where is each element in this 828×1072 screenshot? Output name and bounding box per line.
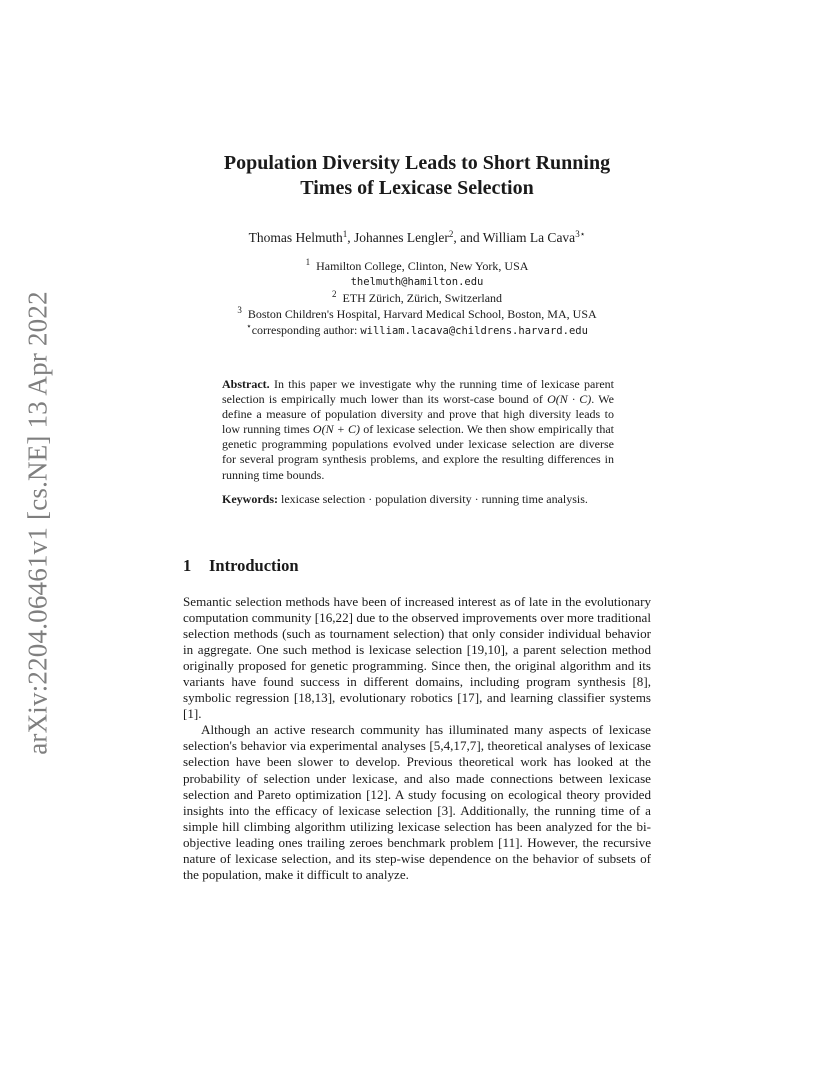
paper-title-line-1: Population Diversity Leads to Short Running <box>223 152 611 174</box>
author-separator: , and <box>453 230 483 245</box>
author-list <box>150 230 684 246</box>
abstract-label: Abstract. <box>222 377 270 391</box>
email-link[interactable]: william.lacava@childrens.harvard.edu <box>360 325 588 337</box>
affiliations <box>150 258 684 339</box>
author-separator: , <box>347 230 355 245</box>
section-title: Introduction <box>209 556 299 575</box>
keywords <box>222 492 614 507</box>
author-affiliation-mark: 1 <box>342 229 348 239</box>
body-paragraph: Semantic selection methods have been of increased interest as of late in the evolutionary computation community [16,22] due to the observed improvements over more traditional selection methods (such as tournament selection) that only consider individual behavior in aggregate. One such method is lexicase selection [19,10], a parent selection method originally proposed for genetic programming. Since then, the original algorithm and its variants have found success in different domains, including program synthesis [8], symbolic regression [18,13], evolutionary robotics [17], and learning classifier systems [1]. <box>183 594 651 722</box>
section-heading <box>183 556 299 576</box>
abstract <box>222 377 614 507</box>
affiliation-3 <box>150 306 684 322</box>
email-link[interactable]: thelmuth@hamilton.edu <box>350 276 484 288</box>
affiliation-mark: 3 <box>237 305 242 315</box>
affiliation-text: Hamilton College, Clinton, New York, USA <box>316 259 529 273</box>
affiliation-text: ETH Zürich, Zürich, Switzerland <box>342 291 503 305</box>
abstract-text: . We define a measure of population diversity and prove that high diversity leads to low running times <box>222 392 614 437</box>
corresponding-author <box>150 322 684 339</box>
math-expression: O(N + C) <box>312 422 361 437</box>
arxiv-identifier: arXiv:2204.06461v1 [cs.NE] 13 Apr 2022 <box>22 291 53 755</box>
affiliation-text: Boston Children's Hospital, Harvard Medical School, Boston, MA, USA <box>247 307 597 321</box>
math-expression: O(N · C) <box>547 392 592 407</box>
body-paragraph: Although an active research community has illuminated many aspects of lexicase selection's behavior via experimental analyses [5,4,17,7], theoretical analyses of lexicase selection have been slower to develop. Previous theoretical work has looked at the probability of selection under lexicase, and also made connections between lexicase selection and Pareto optimization [12]. A study focusing on ecological theory provided insights into the efficacy of lexicase selection [3]. Additionally, the running time of a simple hill climbing algorithm utilizing lexicase selection has been analyzed for the bi-objective leading ones trailing zeroes benchmark problem [11]. However, the recursive nature of lexicase selection, and its step-wise dependence on the behavior of subsets of the population, make it difficult to analyze. <box>183 722 651 882</box>
author-name: William La Cava <box>482 230 576 245</box>
author-affiliation-mark: 2 <box>448 229 454 239</box>
abstract-text: of lexicase selection. We then show empirically that genetic programming populations evolved under lexicase selection are diverse for several program synthesis problems, and explore the resulting differences in running time bounds. <box>222 422 614 482</box>
corresponding-mark: ⋆ <box>246 321 252 331</box>
author-name: Johannes Lengler <box>354 230 449 245</box>
paper-title <box>150 151 684 201</box>
abstract-paragraph <box>222 377 614 483</box>
affiliation-mark: 1 <box>305 257 311 267</box>
affiliation-1 <box>150 258 684 274</box>
section-number: 1 <box>183 556 192 575</box>
author-affiliation-mark: 3⋆ <box>575 229 586 239</box>
corresponding-label: corresponding author: <box>251 323 361 337</box>
affiliation-mark: 2 <box>331 289 337 299</box>
keywords-text: lexicase selection · population diversity · running time analysis. <box>278 491 588 506</box>
keywords-label: Keywords: <box>222 491 278 506</box>
affiliation-2 <box>150 290 684 306</box>
arxiv-identifier-sidebar <box>22 288 54 758</box>
author-name: Thomas Helmuth <box>248 230 343 245</box>
abstract-text: In this paper we investigate why the running time of lexicase parent selection is empirically much lower than its worst-case bound of <box>222 377 614 407</box>
paper-title-line-2: Times of Lexicase Selection <box>300 177 534 199</box>
introduction-body <box>183 594 651 883</box>
